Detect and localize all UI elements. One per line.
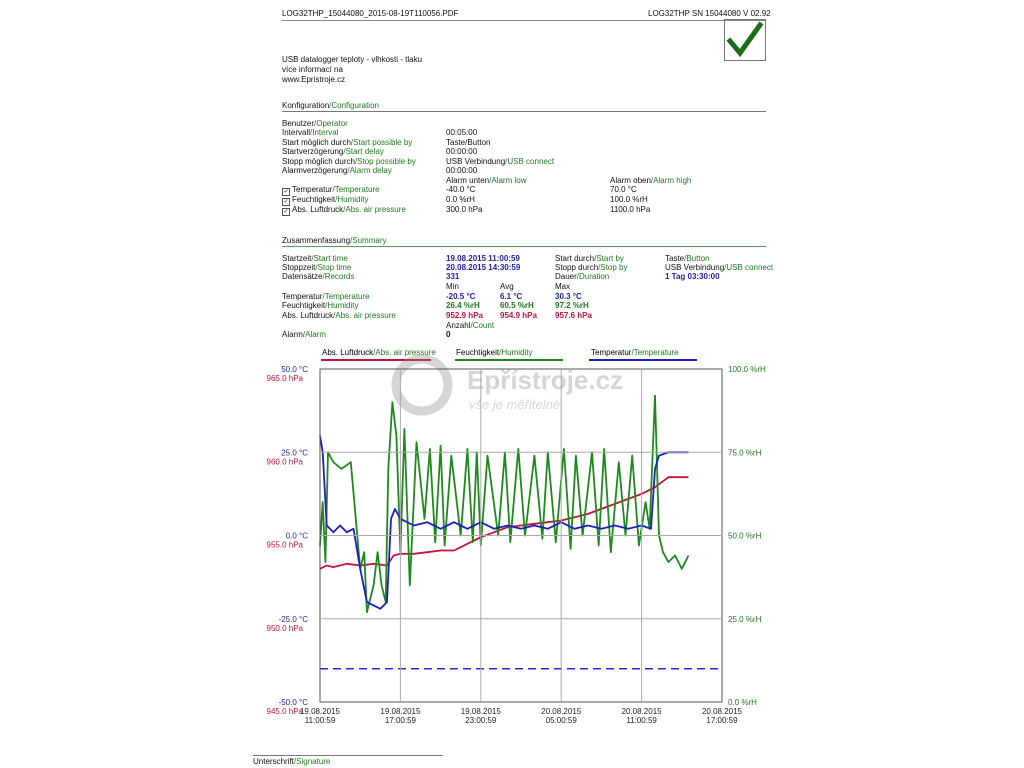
config-label-de: Start möglich durch — [282, 138, 351, 147]
checkmark-icon — [725, 20, 765, 60]
legend-temperature-en: /Temperature — [631, 348, 679, 357]
checkbox-temperature[interactable]: ✓ — [283, 189, 289, 195]
config-value-start-delay: 00:00:00 — [446, 147, 478, 156]
label-de: Startzeit — [282, 254, 312, 263]
label-en: /Start time — [311, 254, 348, 263]
config-value-de: USB Verbindung — [446, 157, 506, 166]
pressure-min: 952.9 hPa — [446, 311, 483, 320]
intro-link[interactable]: www.Epristroje.cz — [282, 75, 346, 84]
humidity-tick-label: 75.0 %rH — [728, 448, 762, 458]
config-value-en: /USB connect — [505, 157, 555, 166]
pressure-tick-label: 960.0 hPa — [266, 457, 303, 467]
measurement-chart — [255, 345, 775, 730]
humidity-tick-label: 50.0 %rH — [728, 531, 762, 541]
watermark-tagline: vše je měřitelné — [469, 397, 561, 412]
summary-title-en: /Summary — [350, 236, 387, 245]
config-label-de: Benutzer — [282, 119, 315, 128]
start-time-value: 19.08.2015 11:00:59 — [446, 254, 520, 263]
label-de: Stopp durch — [555, 263, 599, 272]
value-en: /Button — [684, 254, 710, 263]
summary-title — [282, 236, 386, 246]
config-row-alarm-delay — [282, 166, 392, 176]
min-header: Min — [446, 282, 459, 291]
signature-label — [253, 757, 330, 767]
label-de: Alarm — [282, 330, 303, 339]
count-header — [446, 321, 494, 331]
humidity-tick-label: 25.0 %rH — [728, 614, 762, 624]
config-label-en: /Operator — [314, 119, 348, 128]
x-tick-date: 19.08.2015 — [380, 707, 421, 716]
watermark-logo-icon — [396, 359, 448, 411]
pressure-tick-label: 945.0 hPa — [266, 707, 303, 716]
stat-row-pressure — [282, 311, 396, 321]
humidity-alarm-low: 0.0 %rH — [446, 195, 475, 204]
label-de: Temperatur — [282, 292, 323, 301]
label-en: /Records — [322, 272, 355, 281]
pressure-avg: 954.9 hPa — [500, 311, 537, 320]
label-de: Start durch — [555, 254, 595, 263]
x-tick-time: 11:00:59 — [626, 716, 657, 725]
config-label-en: /Alarm delay — [347, 166, 392, 175]
temp-tick-label: -50.0 °C — [278, 698, 308, 707]
temperature-min: -20.5 °C — [446, 292, 476, 301]
max-header: Max — [555, 282, 571, 291]
config-title-en: /Configuration — [329, 101, 379, 110]
label-en: /Stop time — [315, 263, 352, 272]
avg-header: Avg — [500, 282, 514, 291]
temp-tick-label: 25.0 °C — [281, 448, 308, 458]
x-tick-date: 20.08.2015 — [701, 707, 743, 716]
pressure-tick-label: 950.0 hPa — [266, 623, 303, 633]
signature-de: Unterschrift — [253, 757, 294, 766]
temperature-avg: 6.1 °C — [500, 292, 523, 301]
x-tick-date: 20.08.2015 — [621, 707, 662, 716]
header-rule — [282, 20, 766, 21]
config-title-de: Konfiguration — [282, 101, 330, 110]
legend — [321, 348, 697, 360]
legend-pressure-de: Abs. Luftdruck — [322, 348, 374, 357]
label-de: Abs. Luftdruck — [282, 311, 334, 320]
alarm-high-de: Alarm oben — [610, 176, 651, 185]
config-row-interval — [282, 128, 338, 138]
x-tick-date: 20.08.2015 — [541, 707, 582, 716]
intro-line-2: více informací na — [282, 65, 343, 74]
records-label — [282, 272, 354, 282]
legend-humidity-en: /Humidity — [499, 348, 533, 357]
config-rule — [282, 111, 766, 112]
label-en: /Count — [470, 321, 495, 330]
label-de: Anzahl — [446, 321, 471, 330]
duration-label — [555, 272, 609, 282]
intro-line-1: USB datalogger teploty - vlhkosti - tlaku — [282, 55, 423, 64]
checkbox-pressure[interactable]: ✓ — [283, 209, 289, 215]
alarm-count: 0 — [446, 330, 451, 339]
pressure-max: 957.6 hPa — [555, 311, 592, 320]
legend-temperature-de: Temperatur — [591, 348, 632, 357]
config-label-de: Stopp möglich durch — [282, 157, 355, 166]
humidity-max: 97.2 %rH — [555, 301, 589, 310]
summary-title-de: Zusammenfassung — [282, 236, 351, 245]
config-label-de: Alarmverzögerung — [282, 166, 348, 175]
pressure-alarm-high: 1100.0 hPa — [610, 205, 651, 214]
stop-time-value: 20.08.2015 14:30:59 — [446, 263, 521, 272]
x-tick-time: 23:00:59 — [465, 716, 497, 725]
series-pressure — [320, 477, 689, 569]
config-label-de: Startverzögerung — [282, 147, 344, 156]
humidity-min: 26.4 %rH — [446, 301, 480, 310]
alarm-high-en: /Alarm high — [650, 176, 692, 185]
config-label-de: Intervall — [282, 128, 311, 137]
watermark-brand: Epřístroje.cz — [467, 365, 624, 395]
channel-label-en: /Humidity — [335, 195, 369, 204]
records-value: 331 — [446, 272, 460, 281]
file-name: LOG32THP_15044080_2015-08-19T110056.PDF — [282, 9, 459, 18]
label-de: Dauer — [555, 272, 577, 281]
check-badge — [724, 19, 766, 61]
x-tick-time: 17:00:59 — [384, 716, 416, 725]
temp-tick-label: 50.0 °C — [281, 365, 308, 374]
config-label-en: /Stop possible by — [354, 157, 416, 166]
config-label-en: /Interval — [310, 128, 339, 137]
humidity-tick-label: 0.0 %rH — [728, 698, 757, 707]
value-de: Taste — [665, 254, 685, 263]
signature-en: /Signature — [293, 757, 331, 766]
pressure-tick-label: 955.0 hPa — [266, 540, 303, 550]
temp-tick-label: -25.0 °C — [278, 614, 308, 624]
humidity-tick-label: 100.0 %rH — [728, 365, 766, 374]
x-tick-time: 17:00:59 — [706, 716, 738, 725]
x-tick-date: 19.08.2015 — [460, 707, 501, 716]
stat-row-humidity — [282, 301, 358, 311]
temperature-max: 30.3 °C — [555, 292, 582, 301]
label-en: /Abs. air pressure — [333, 311, 396, 320]
value-de: USB Verbindung — [665, 263, 725, 272]
channel-label-de: Temperatur — [292, 185, 333, 194]
label-en: /Humidity — [325, 301, 359, 310]
x-tick-time: 05:00:59 — [545, 716, 577, 725]
pressure-tick-label: 965.0 hPa — [266, 374, 303, 383]
value-en: /USB connect — [724, 263, 774, 272]
checkbox-humidity[interactable]: ✓ — [283, 199, 289, 205]
label-de: Feuchtigkeit — [282, 301, 326, 310]
config-title — [282, 101, 379, 111]
watermark — [396, 359, 623, 412]
channel-label-de: Abs. Luftdruck — [292, 205, 344, 214]
legend-humidity-de: Feuchtigkeit — [456, 348, 500, 357]
config-label-en: /Start possible by — [350, 138, 413, 147]
humidity-avg: 60.5 %rH — [500, 301, 534, 310]
device-info: LOG32THP SN 15044080 V 02.92 — [648, 9, 771, 18]
config-row-start-delay — [282, 147, 384, 157]
temp-tick-label: 0.0 °C — [285, 531, 308, 541]
legend-humidity-label — [456, 348, 532, 357]
pressure-alarm-low: 300.0 hPa — [446, 205, 483, 214]
legend-temperature-label — [591, 348, 679, 357]
label-de: Stoppzeit — [282, 263, 316, 272]
temperature-alarm-high: 70.0 °C — [610, 185, 637, 194]
label-en: /Alarm — [302, 330, 327, 339]
duration-value: 1 Tag 03:30:00 — [665, 272, 720, 281]
label-en: /Start by — [594, 254, 624, 263]
alarm-low-de: Alarm unten — [446, 176, 490, 185]
signature-rule — [253, 755, 443, 756]
legend-pressure-en: /Abs. air pressure — [373, 348, 436, 357]
temperature-alarm-low: -40.0 °C — [446, 185, 476, 194]
axes — [267, 365, 767, 725]
channel-label-de: Feuchtigkeit — [292, 195, 336, 204]
plot-area — [320, 396, 722, 669]
label-en: /Stop by — [598, 263, 628, 272]
x-tick-time: 11:00:59 — [304, 716, 336, 725]
summary-rule — [282, 246, 766, 247]
series-humidity — [320, 396, 689, 612]
label-en: /Temperature — [322, 292, 370, 301]
label-de: Datensätze — [282, 272, 323, 281]
config-label-en: /Start delay — [343, 147, 384, 156]
x-tick-date: 19.08.2015 — [299, 707, 341, 716]
config-value-alarm-delay: 00:00:00 — [446, 166, 478, 175]
alarm-low-en: /Alarm low — [489, 176, 527, 185]
humidity-alarm-high: 100.0 %rH — [610, 195, 648, 204]
config-value-start-possible: Taste/Button — [446, 138, 491, 147]
channel-label-en: /Temperature — [332, 185, 380, 194]
label-en: /Duration — [576, 272, 610, 281]
channel-label-en: /Abs. air pressure — [343, 205, 406, 214]
alarm-label — [282, 330, 326, 340]
channel-row-pressure — [282, 205, 406, 216]
config-value-interval: 00:05:00 — [446, 128, 478, 137]
